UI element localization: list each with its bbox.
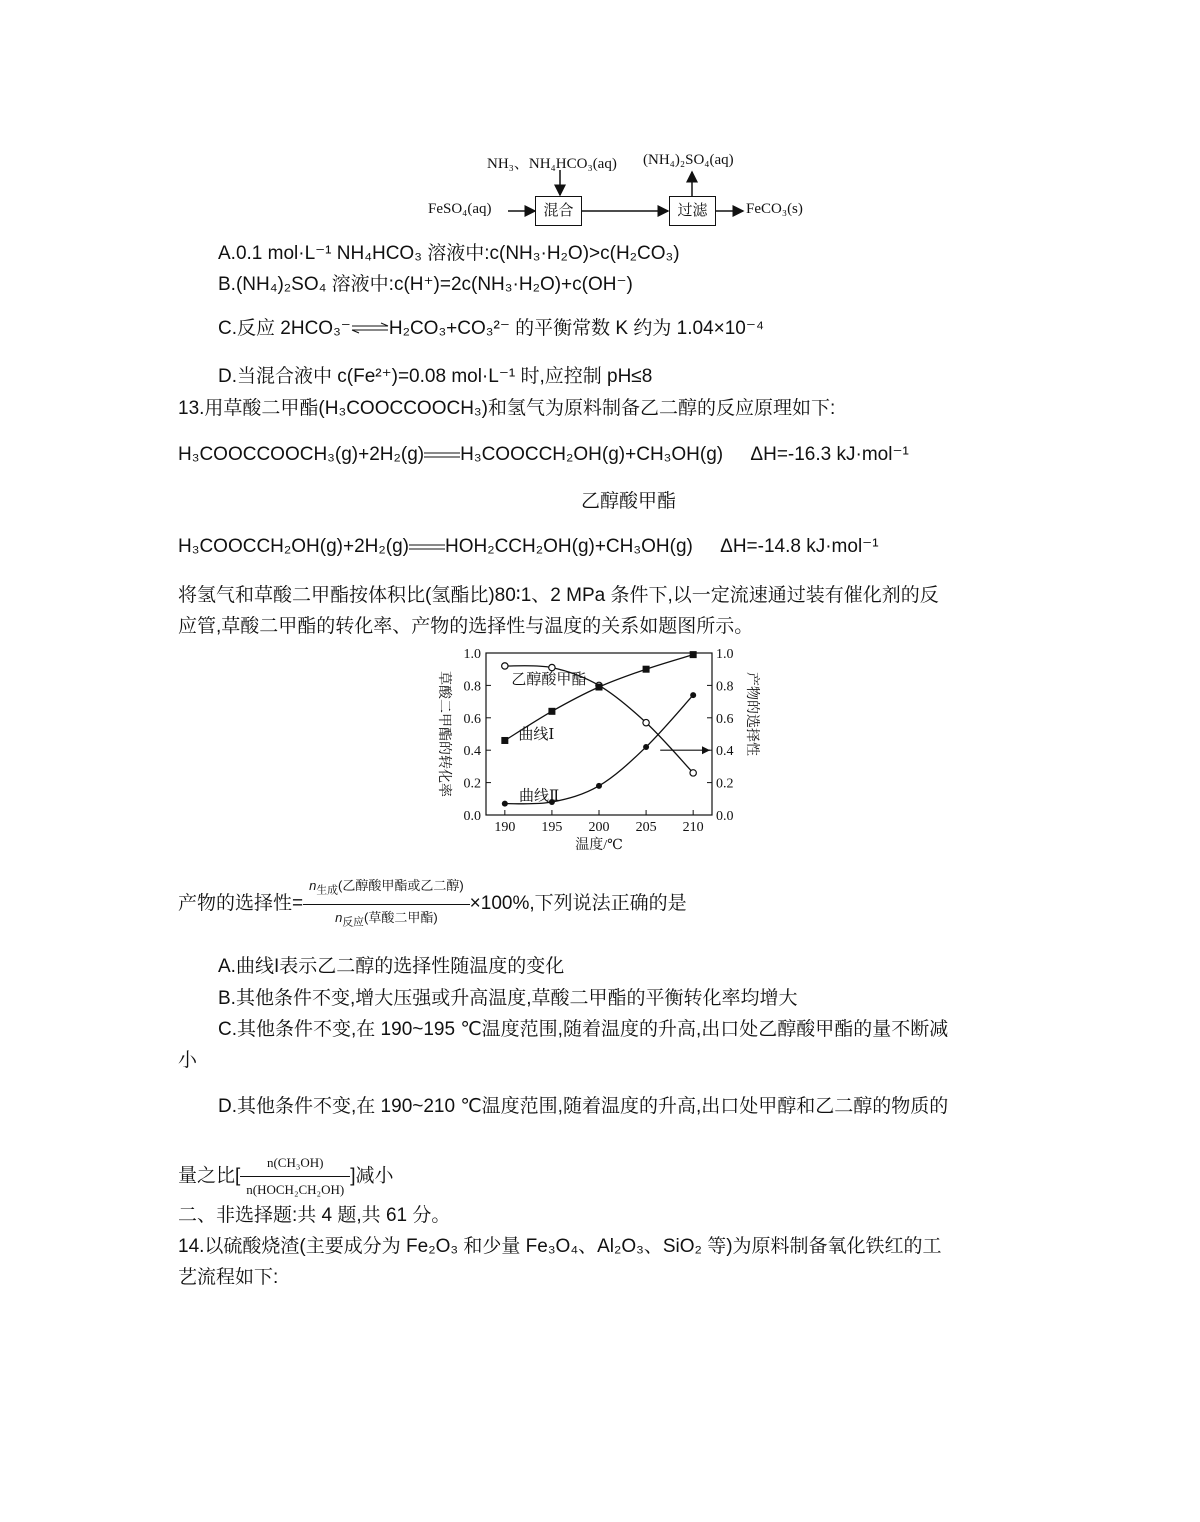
x-tick-label: 210: [682, 820, 704, 835]
q12-option-d: D.当混合液中 c(Fe²⁺)=0.08 mol·L⁻¹ 时,应控制 pH≤8: [218, 366, 653, 387]
q12-option-a: A.0.1 mol·L⁻¹ NH₄HCO₃ 溶液中:c(NH₃·H₂O)>c(H₂CO₃): [218, 243, 680, 264]
q13-option-c-line-1: C.其他条件不变,在 190~195 ℃温度范围,随着温度的升高,出口处乙醇酸甲酯的量不断减: [218, 1019, 949, 1040]
y-tick-label-right: 1.0: [716, 647, 734, 662]
series-label-curve-1: 曲线Ⅰ: [518, 727, 555, 743]
flow-box-mix: 混合: [535, 196, 582, 226]
q13-option-a: A.曲线I表示乙二醇的选择性随温度的变化: [218, 956, 565, 977]
data-point-square: [643, 666, 650, 673]
selectivity-label: 产物的选择性=: [178, 893, 304, 915]
flow-product-label: FeCO₃(s): [746, 201, 803, 217]
denominator-text: (草酸二甲酯): [364, 909, 438, 925]
x-tick-label: 200: [588, 820, 610, 835]
ratio-fraction: [240, 1150, 350, 1203]
flow-reagent-label: NH₃、NH₄HCO₃(aq): [487, 156, 617, 172]
equals-arrow-icon: [409, 534, 445, 560]
q12-option-b: B.(NH₄)₂SO₄ 溶液中:c(H⁺)=2c(NH₃·H₂O)+c(OH⁻): [218, 274, 633, 295]
denominator-n: n: [335, 909, 343, 925]
data-point-open-circle: [643, 719, 649, 725]
y-axis-label-right: 产物的选择性: [744, 672, 759, 756]
q14-line-2: 艺流程如下:: [178, 1267, 279, 1288]
y-tick-label-right: 0.2: [716, 776, 734, 792]
q13-reaction-1: [178, 442, 909, 468]
conversion-selectivity-chart: [420, 640, 760, 855]
selectivity-tail: ×100%,下列说法正确的是: [469, 893, 687, 915]
y-tick-label-right: 0.0: [716, 809, 734, 824]
x-tick-label: 195: [541, 820, 563, 835]
denominator-sub: 反应: [342, 916, 364, 929]
data-point-filled-circle: [596, 783, 602, 789]
q12-option-c-right: H₂CO₃+CO₃²⁻ 的平衡常数 K 约为 1.04×10⁻⁴: [388, 318, 765, 340]
fraction-denominator: [303, 904, 470, 936]
data-point-open-circle: [549, 664, 555, 670]
q13-option-d-line-2: [178, 1150, 393, 1203]
data-point-square: [690, 651, 697, 658]
q13-option-b: B.其他条件不变,增大压强或升高温度,草酸二甲酯的平衡转化率均增大: [218, 988, 798, 1009]
y-axis-label-left: 草酸二甲酯的转化率: [436, 671, 451, 797]
equilibrium-arrow-icon: [351, 316, 389, 342]
data-point-open-circle: [502, 663, 508, 669]
data-point-square: [548, 708, 555, 715]
data-point-filled-circle: [502, 801, 508, 807]
reaction-2-enthalpy: ΔH=-14.8 kJ·mol⁻¹: [720, 536, 879, 558]
fraction-numerator: [303, 873, 470, 904]
y-tick-label-right: 0.8: [716, 679, 734, 695]
q13-stem: 13.用草酸二甲酯(H₃COOCCOOCH₃)和氢气为原料制备乙二醇的反应原理如下:: [178, 398, 836, 419]
intermediate-name: 乙醇酸甲酯: [581, 491, 677, 512]
x-axis-label: 温度/℃: [575, 838, 623, 853]
q13-desc-line-2: 应管,草酸二甲酯的转化率、产物的选择性与温度的关系如题图所示。: [178, 616, 754, 637]
data-point-open-circle: [690, 770, 696, 776]
flow-box-filter: 过滤: [669, 196, 716, 226]
flow-filtrate-label: (NH₄)₂SO₄(aq): [643, 152, 734, 168]
series-label-curve-2: 曲线Ⅱ: [518, 788, 560, 805]
ratio-suffix: ]减小: [350, 1165, 394, 1187]
y-tick-label-right: 0.4: [716, 744, 734, 760]
x-tick-label: 205: [635, 820, 657, 835]
q13-option-c-line-2: 小: [178, 1050, 198, 1071]
data-point-square: [501, 737, 508, 744]
reaction-1-enthalpy: ΔH=-16.3 kJ·mol⁻¹: [750, 444, 909, 466]
data-point-filled-circle: [690, 692, 696, 698]
data-point-square: [596, 684, 603, 691]
data-point-filled-circle: [643, 744, 649, 750]
series-label-glycolate: 乙醇酸甲酯: [511, 671, 587, 688]
q13-desc-line-1: 将氢气和草酸二甲酯按体积比(氢酯比)80∶1、2 MPa 条件下,以一定流速通过装有催化剂的反: [178, 585, 939, 606]
right-axis-arrow-icon: [702, 746, 710, 754]
y-tick-label-left: 0.0: [463, 809, 481, 824]
q13-option-d-line-1: D.其他条件不变,在 190~210 ℃温度范围,随着温度的升高,出口处甲醇和乙二醇的物质的: [218, 1096, 949, 1117]
reaction-2-reactants: H₃COOCCH₂OH(g)+2H₂(g): [178, 536, 409, 558]
numerator-n: n: [309, 878, 317, 893]
q12-option-c-left: C.反应 2HCO₃⁻: [218, 318, 351, 340]
x-tick-label: 190: [494, 820, 516, 835]
y-tick-label-left: 0.2: [463, 776, 481, 792]
q14-line-1: 14.以硫酸烧渣(主要成分为 Fe₂O₃ 和少量 Fe₃O₄、Al₂O₃、SiO₂ 等)为原料制备氧化铁红的工: [178, 1236, 942, 1257]
ratio-numerator: n(CH₃OH): [266, 1155, 324, 1170]
numerator-text: (乙醇酸甲酯或乙二醇): [338, 878, 464, 893]
flow-feed-label: FeSO₄(aq): [428, 201, 492, 217]
q13-reaction-2: [178, 534, 879, 560]
y-tick-label-left: 0.4: [463, 744, 481, 760]
selectivity-fraction: [303, 873, 470, 935]
section-2-heading: 二、非选择题:共 4 题,共 61 分。: [178, 1205, 451, 1226]
ratio-denominator: n(HOCH₂CH₂OH): [240, 1176, 350, 1203]
y-tick-label-left: 1.0: [463, 647, 481, 662]
y-tick-label-left: 0.6: [463, 711, 481, 727]
numerator-sub: 生成: [316, 884, 338, 897]
selectivity-formula: [178, 873, 687, 935]
q12-option-c: [218, 316, 764, 342]
reaction-1-products: H₃COOCCH₂OH(g)+CH₃OH(g): [460, 444, 724, 466]
equals-arrow-icon: [424, 442, 460, 468]
reaction-2-products: HOH₂CCH₂OH(g)+CH₃OH(g): [444, 536, 693, 558]
reaction-1-reactants: H₃COOCCOOCH₃(g)+2H₂(g): [178, 444, 425, 466]
y-tick-label-right: 0.6: [716, 711, 734, 727]
y-tick-label-left: 0.8: [463, 679, 481, 695]
ratio-prefix: 量之比[: [178, 1165, 241, 1187]
